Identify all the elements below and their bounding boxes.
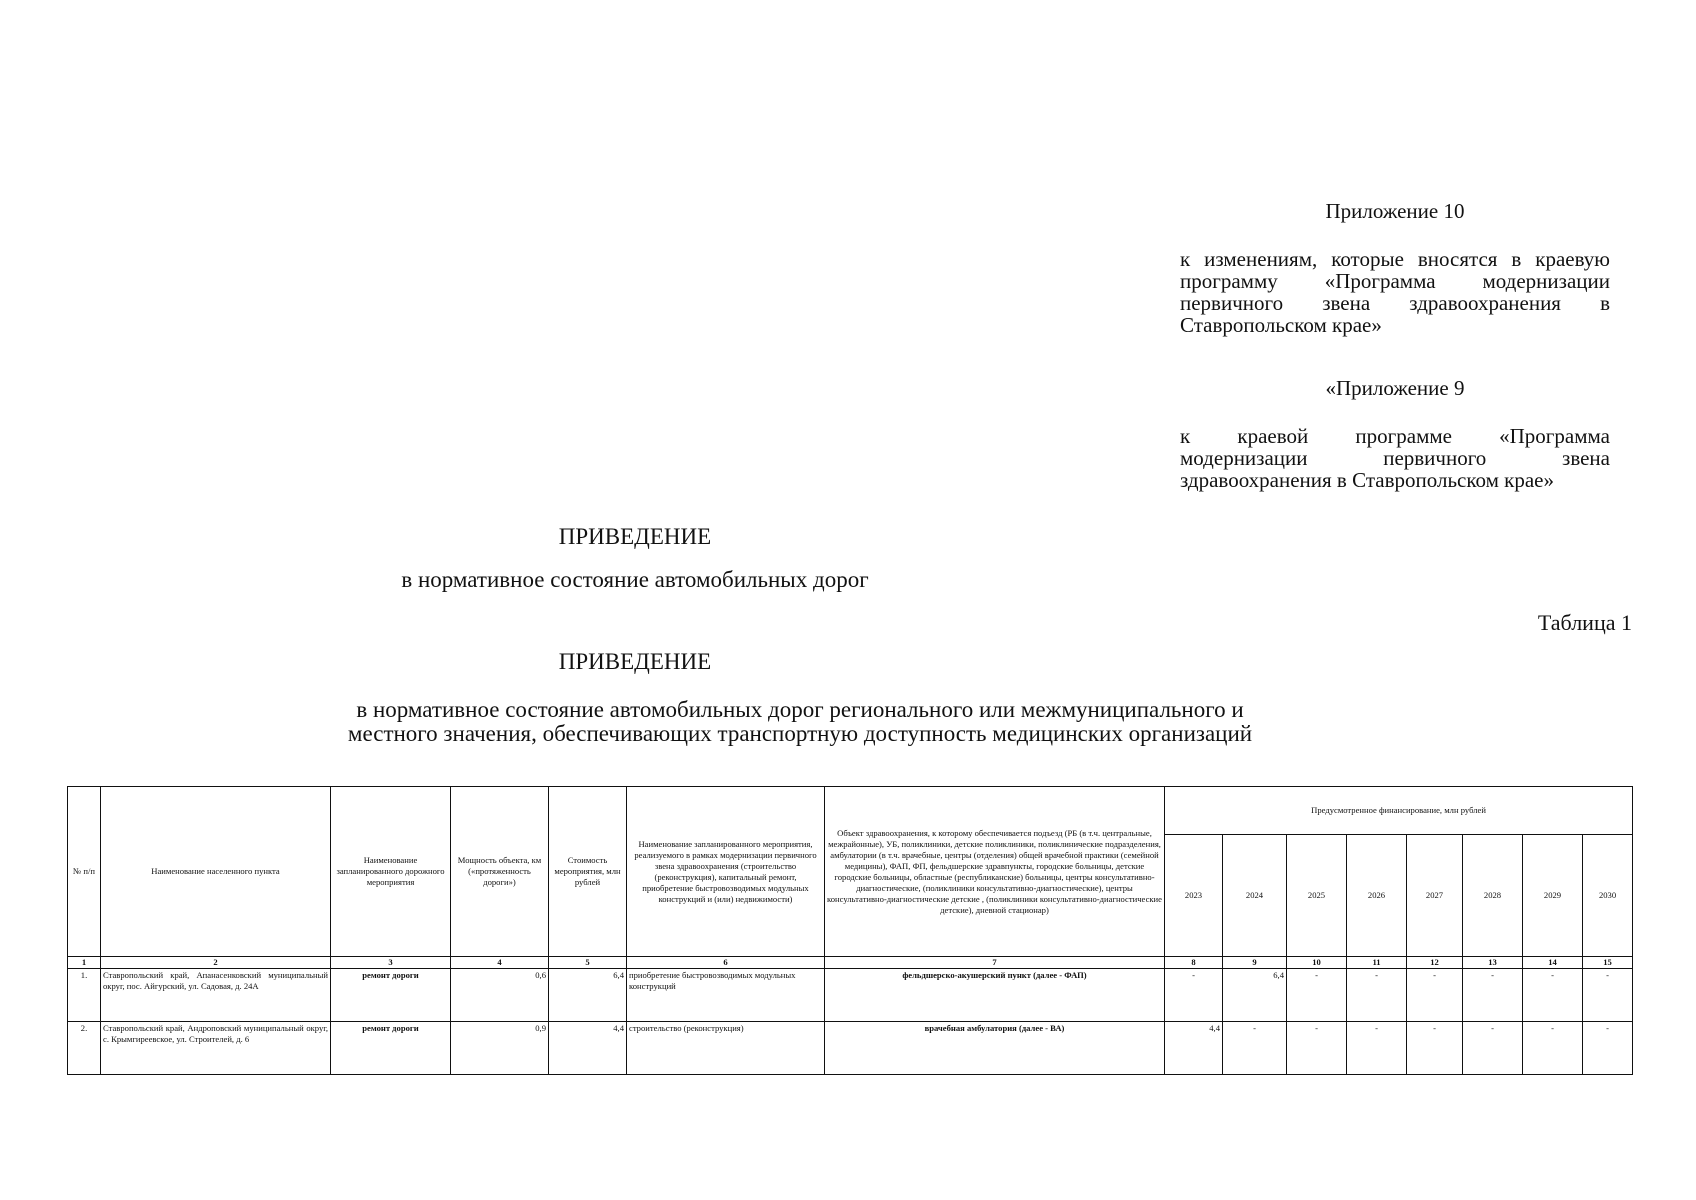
row-event: ремонт дороги — [331, 1022, 451, 1075]
row-year-value: - — [1583, 969, 1633, 1022]
row-facility: фельдшерско-акушерский пункт (далее - ФАП) — [825, 969, 1165, 1022]
row-event: ремонт дороги — [331, 969, 451, 1022]
row-year-value: - — [1165, 969, 1223, 1022]
header-year: 2023 — [1165, 835, 1223, 957]
annex2-text: к краевой программе «Программа модернизации первичного звена здравоохранения в Ставропольском крае» — [1180, 424, 1610, 492]
row-cost: 4,4 — [549, 1022, 627, 1075]
column-number: 9 — [1223, 957, 1287, 969]
row-capacity: 0,6 — [451, 969, 549, 1022]
row-year-value: - — [1407, 969, 1463, 1022]
column-number: 5 — [549, 957, 627, 969]
row-year-value: - — [1463, 1022, 1523, 1075]
table-row — [68, 1022, 1633, 1075]
document-title: ПРИВЕДЕНИЕ — [558, 524, 712, 549]
table-title: ПРИВЕДЕНИЕ — [558, 649, 712, 674]
row-year-value: 6,4 — [1223, 969, 1287, 1022]
row-modernization: приобретение быстровозводимых модульных конструкций — [627, 969, 825, 1022]
annex-text: к изменениям, которые вносятся в краевую программу «Программа модернизации первичного звена здравоохранения в Ставропольском крае» — [1180, 247, 1610, 337]
column-number: 3 — [331, 957, 451, 969]
header-year: 2029 — [1523, 835, 1583, 957]
header-facility: Объект здравоохранения, к которому обеспечивается подъезд (РБ (в т.ч. центральные, межрайонные), УБ, поликлиники, детские поликлиники, поликлинические подразделения, амбулатории (в т.ч. врачебные, центры (отделения) общей врачебной практики (семейной медицины), ФАП, ФП, фельдшерские здравпункты, городские больницы, детские городские больницы, областные (республиканские) больницы, центры консультативно-диагностические, (поликлиники консультативно-диагностические), центры консультативно-диагностические детские , (поликлиники консультативно-диагностические детские), дневной стационар) — [825, 787, 1165, 957]
row-year-value: - — [1287, 969, 1347, 1022]
annex2-title: «Приложение 9 — [1325, 376, 1465, 400]
roads-table — [67, 786, 1633, 1075]
column-number: 4 — [451, 957, 549, 969]
header-financing: Предусмотренное финансирование, млн рублей — [1165, 787, 1633, 835]
header-num: № п/п — [68, 787, 101, 957]
row-year-value: - — [1583, 1022, 1633, 1075]
table-row — [68, 969, 1633, 1022]
header-year: 2027 — [1407, 835, 1463, 957]
row-modernization: строительство (реконструкция) — [627, 1022, 825, 1075]
row-year-value: - — [1347, 969, 1407, 1022]
row-year-value: - — [1463, 969, 1523, 1022]
row-year-value: 4,4 — [1165, 1022, 1223, 1075]
row-capacity: 0,9 — [451, 1022, 549, 1075]
row-settlement: Ставропольский край, Андроповский муниципальный округ, с. Крымгиреевское, ул. Строителей, д. 6 — [101, 1022, 331, 1075]
column-numbers-row — [68, 957, 1633, 969]
row-facility: врачебная амбулатория (далее - ВА) — [825, 1022, 1165, 1075]
column-number: 7 — [825, 957, 1165, 969]
column-number: 1 — [68, 957, 101, 969]
column-number: 14 — [1523, 957, 1583, 969]
column-number: 15 — [1583, 957, 1633, 969]
row-settlement: Ставропольский край, Апанасенковский муниципальный округ, пос. Айгурский, ул. Садовая, д. 24А — [101, 969, 331, 1022]
column-number: 13 — [1463, 957, 1523, 969]
header-capacity: Мощность объекта, км («протяженность дороги») — [451, 787, 549, 957]
column-number: 8 — [1165, 957, 1223, 969]
table-subtitle: в нормативное состояние автомобильных дорог регионального или межмуниципального и местного значения, обеспечивающих транспортную доступность медицинских организаций — [347, 697, 1253, 746]
row-year-value: - — [1407, 1022, 1463, 1075]
column-number: 10 — [1287, 957, 1347, 969]
header-modernization: Наименование запланированного мероприятия, реализуемого в рамках модернизации первичного звена здравоохранения (строительство (реконструкция), капитальный ремонт, приобретение быстровозводимых модульных конструкций и (или) недвижимости) — [627, 787, 825, 957]
document-subtitle: в нормативное состояние автомобильных дорог — [401, 567, 869, 592]
row-year-value: - — [1523, 1022, 1583, 1075]
column-number: 11 — [1347, 957, 1407, 969]
row-year-value: - — [1287, 1022, 1347, 1075]
header-year: 2024 — [1223, 835, 1287, 957]
header-year: 2025 — [1287, 835, 1347, 957]
row-num: 2. — [68, 1022, 101, 1075]
header-year: 2026 — [1347, 835, 1407, 957]
annex-title: Приложение 10 — [1325, 199, 1465, 223]
column-number: 2 — [101, 957, 331, 969]
table-label: Таблица 1 — [1537, 610, 1632, 635]
header-settlement: Наименование населенного пункта — [101, 787, 331, 957]
header-cost: Стоимость мероприятия, млн рублей — [549, 787, 627, 957]
row-num: 1. — [68, 969, 101, 1022]
row-year-value: - — [1523, 969, 1583, 1022]
header-year: 2028 — [1463, 835, 1523, 957]
column-number: 12 — [1407, 957, 1463, 969]
header-year: 2030 — [1583, 835, 1633, 957]
column-number: 6 — [627, 957, 825, 969]
header-event: Наименование запланированного дорожного мероприятия — [331, 787, 451, 957]
row-cost: 6,4 — [549, 969, 627, 1022]
row-year-value: - — [1223, 1022, 1287, 1075]
row-year-value: - — [1347, 1022, 1407, 1075]
